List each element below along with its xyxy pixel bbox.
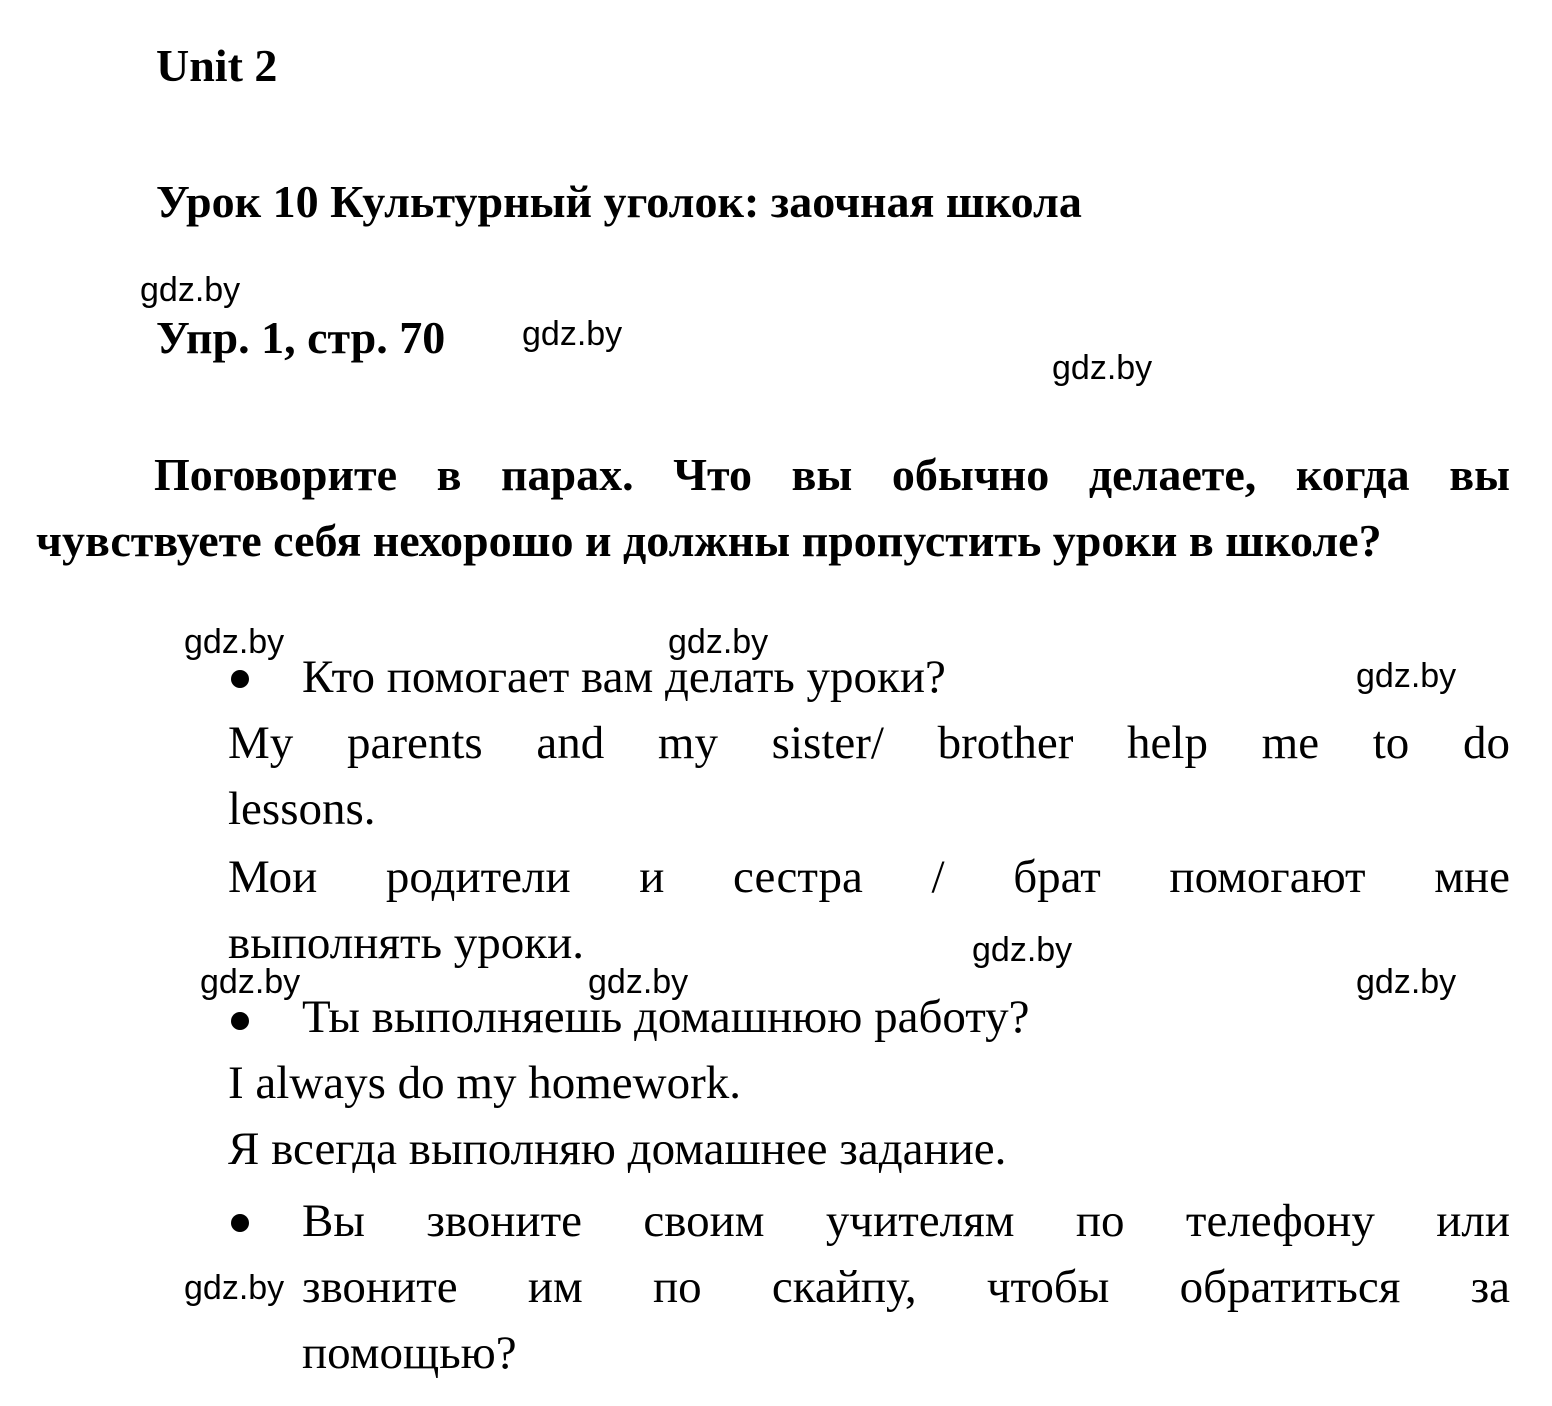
watermark-label: gdz.by <box>200 963 301 1001</box>
watermark-label: gdz.by <box>522 315 623 353</box>
bullet-icon <box>231 1214 249 1232</box>
answer-2-ru: Я всегда выполняю домашнее задание. <box>228 1123 1007 1175</box>
watermark-label: gdz.by <box>140 271 241 309</box>
answer-1-en-line-2: lessons. <box>228 783 376 835</box>
watermark-label: gdz.by <box>184 623 285 661</box>
question-3-line-1: Вы звоните своим учителям по телефону или <box>302 1195 1510 1247</box>
watermark-label: gdz.by <box>1356 963 1457 1001</box>
watermark-label: gdz.by <box>1356 657 1457 695</box>
watermark-label: gdz.by <box>588 963 689 1001</box>
answer-1-en-line-1: My parents and my sister/ brother help me to do <box>228 717 1510 769</box>
question-2: Ты выполняешь домашнюю работу? <box>302 991 1030 1043</box>
question-3-line-2: звоните им по скайпу, чтобы обратиться за <box>302 1261 1510 1313</box>
unit-heading: Unit 2 <box>156 40 278 91</box>
answer-1-ru-line-2: выполнять уроки. <box>228 917 584 969</box>
answer-2-en: I always do my homework. <box>228 1057 741 1109</box>
watermark-label: gdz.by <box>1052 349 1153 387</box>
bullet-icon <box>231 670 249 688</box>
question-3-line-3: помощью? <box>302 1327 517 1379</box>
task-instruction: Поговорите в парах. Что вы обычно делаете, когда вы чувствуете себя нехорошо и должны пропустить уроки в школе? <box>36 449 1510 566</box>
question-1: Кто помогает вам делать уроки? <box>302 651 946 703</box>
watermark-label: gdz.by <box>668 623 769 661</box>
lesson-title: Урок 10 Культурный уголок: заочная школа <box>156 176 1082 227</box>
bullet-icon <box>231 1012 249 1030</box>
watermark-label: gdz.by <box>972 931 1073 969</box>
exercise-heading: Упр. 1, стр. 70 <box>156 312 446 363</box>
watermark-label: gdz.by <box>184 1269 285 1307</box>
answer-1-ru-line-1: Мои родители и сестра / брат помогают мне <box>228 851 1510 903</box>
